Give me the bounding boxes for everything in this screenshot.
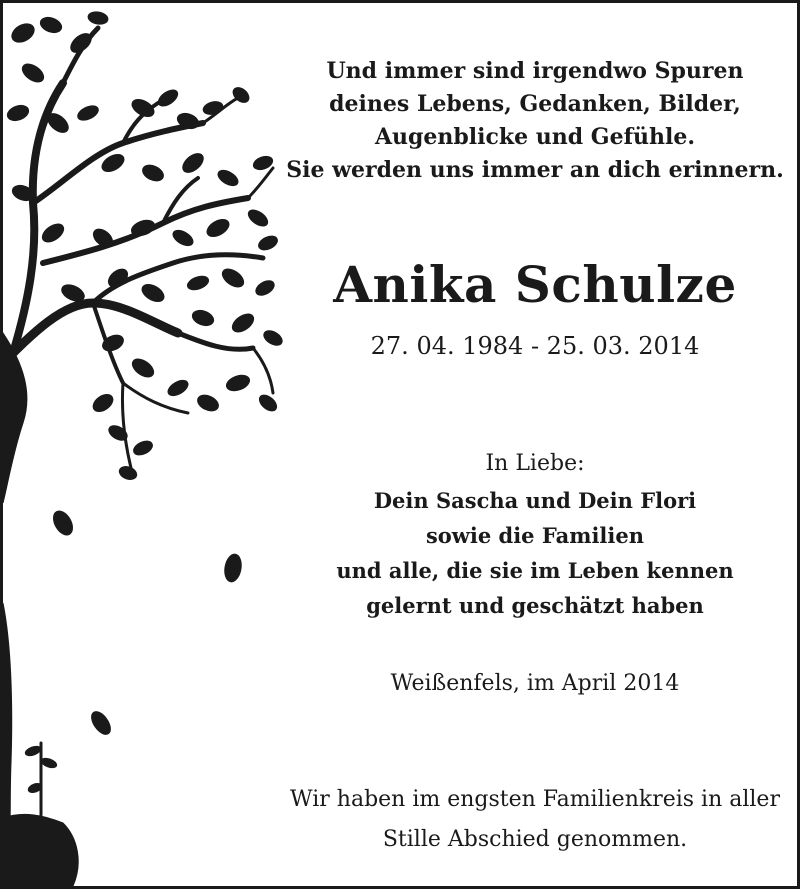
verse-line: deines Lebens, Gedanken, Bilder, — [329, 91, 741, 117]
verse-line: Sie werden uns immer an dich erinnern. — [286, 157, 784, 183]
verse-line: Augenblicke und Gefühle. — [374, 124, 696, 150]
verse-line: Und immer sind irgendwo Spuren — [326, 58, 744, 84]
place-and-date: Weißenfels, im April 2014 — [390, 671, 680, 696]
mourners-list — [273, 483, 797, 623]
mourner-line: sowie die Familien — [425, 523, 645, 548]
mourner-line: Dein Sascha und Dein Flori — [373, 488, 697, 513]
mourners-intro: In Liebe: — [485, 451, 585, 476]
memorial-verse — [273, 55, 797, 187]
tree-silhouette-illustration — [3, 3, 293, 886]
life-dates: 27. 04. 1984 - 25. 03. 2014 — [370, 332, 700, 360]
farewell-note — [273, 780, 797, 860]
farewell-line: Stille Abschied genommen. — [382, 827, 688, 852]
mourner-line: und alle, die sie im Leben kennen — [336, 558, 734, 583]
mourner-line: gelernt und geschätzt haben — [366, 593, 704, 618]
farewell-line: Wir haben im engsten Familienkreis in aller — [290, 787, 780, 812]
deceased-name: Anika Schulze — [333, 255, 737, 314]
